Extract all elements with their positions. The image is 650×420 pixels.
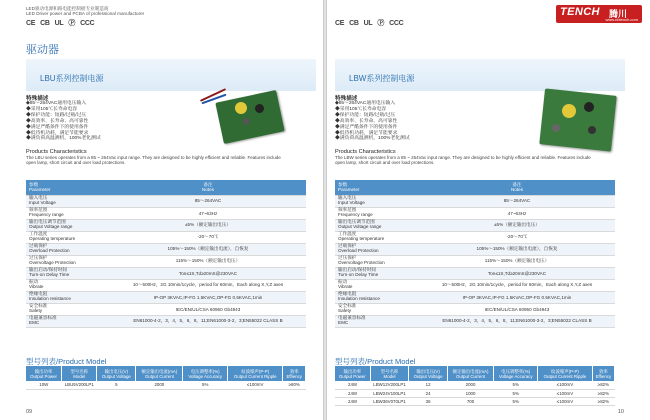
spec-row: 频率范围 Frequency range 47~63Hz xyxy=(335,207,615,219)
section-title: 驱动器 xyxy=(26,44,59,56)
spec-header-param: 参数 Parameter xyxy=(26,180,110,195)
product-header-row: 输出功率 Output Power 型号名称 Model 输出电压(V) Output Voltage 额定输出电流(mA) Output Current 电压调整率(%) Voltage Accuracy 纹波噪声(P-P) Output Current Ripple 效率 Effiency xyxy=(26,366,306,381)
product-row: 24W LBW36V070LP1 36 700 5% ≤100mV ≥82% xyxy=(335,397,615,405)
spec-header-notes: 备注 Notes xyxy=(419,180,615,195)
feature-item: ◆85～264VAC通用电压输入 xyxy=(335,101,396,106)
series-title: LBU系列控制电源 xyxy=(40,74,104,83)
features-heading: 特殊描述 xyxy=(335,96,358,102)
spec-row: 输入电压 Input Voltage 85～264VAC xyxy=(335,195,615,207)
product-header-row: 输出功率 Output Power 型号名称 Model 输出电压(V) Output Voltage 额定输出电流(mA) Output Current 电压调整率(%) Voltage Accuracy 纹波噪声(P-P) Output Current Ripple 效率 Effiency xyxy=(335,366,615,381)
brand-name: TENCH xyxy=(560,6,600,18)
spec-row: 过压保护 Overvoltage Protection 115%～150%（额定输出电压） xyxy=(335,255,615,267)
spec-row: 输出启动/保持时间 Turn-on Delay Time Ton≤1S,Td≥20mS@230VAC xyxy=(26,267,306,279)
cb-mark-icon: CB xyxy=(349,19,359,27)
spec-row: 电磁兼容标准 EMC EN61000-4-2，3，4，5，6，8，11;EN61000-3-2，3;EN55022 CLASS B xyxy=(335,315,615,327)
feature-item: ◆采用105℃长寿命电容 xyxy=(26,106,78,112)
spec-header-row xyxy=(335,180,615,195)
page-header xyxy=(26,6,144,17)
spec-row: 输出电压调节范围 Output Voltage range ±5%（额定输出电压） xyxy=(26,219,306,231)
page-number: 10 xyxy=(617,409,624,415)
feature-item: ◆低待机功耗，满足节能要求 xyxy=(335,130,398,136)
left-page xyxy=(0,0,323,420)
spec-row: 输出电压调节范围 Output Voltage range ±5%（额定输出电压） xyxy=(335,219,615,231)
s-mark-icon: Ⓟ xyxy=(68,20,76,27)
spec-row: 振动 Vibrate 10～500Hz，2G 10min/1cycle，period for 60min，Each along X,Y,Z axes xyxy=(26,279,306,291)
feature-item: ◆满负荷高温测机，100%老化测试 xyxy=(26,136,101,142)
spec-table xyxy=(26,180,306,328)
characteristics-text: The LBU series operates from a 85 ~ 264Vac input range. They are designed to be highly efficient and reliable. Features include open lamp, short circuit and over load protections. xyxy=(26,155,281,166)
ul-mark-icon: UL xyxy=(54,19,64,27)
spec-row: 工作温度 Operating temperature -20～70℃ xyxy=(335,231,615,243)
brand-website: www.nbtench.com xyxy=(605,17,638,22)
spec-row: 安全标准 Safety IEC/EN/UL/CSA 60950 Gb4943 xyxy=(335,303,615,315)
feature-item: ◆85～264VAC通用电压输入 xyxy=(26,101,87,106)
header-line-cn: LED驱动电源和路电能控制板专业制造商 xyxy=(26,6,109,11)
brand-name-cn: 腾川 xyxy=(609,9,628,19)
spec-row: 振动 Vibrate 10～500Hz，2G 10min/1cycle，period for 60min，Each along X,Y,Z axes xyxy=(335,279,615,291)
feature-item: ◆保护功能：短路/过载/过压 xyxy=(26,112,87,118)
ce-mark-icon: CE xyxy=(26,19,36,27)
feature-item: ◆满负荷高温测机，100%老化测试 xyxy=(335,136,410,142)
s-mark-icon: Ⓟ xyxy=(377,20,385,27)
spec-header-param: 参数 Parameter xyxy=(335,180,419,195)
product-photo xyxy=(532,86,622,154)
features-list xyxy=(26,101,101,142)
header-line-en: LED Driver power and PCBA of professional manufacturer xyxy=(26,11,145,17)
spec-row: 过载保护 Overload Protection 105%～150%（额定输出电流），自恢复 xyxy=(335,243,615,255)
product-table xyxy=(26,366,306,390)
spec-row: 输入电压 Input Voltage 85～264VAC xyxy=(26,195,306,207)
page-number: 09 xyxy=(26,409,33,415)
spec-row: 频率范围 Frequency range 47~63Hz xyxy=(26,207,306,219)
spec-row: 过载保护 Overload Protection 105%～150%（额定输出电流），自恢复 xyxy=(26,243,306,255)
ccc-mark-icon: CCC xyxy=(389,19,404,27)
product-list-title: 型号列表/Product Model xyxy=(335,357,416,366)
feature-item: ◆高效率、长寿命、高可靠性 xyxy=(26,118,89,124)
series-title: LBW系列控制电源 xyxy=(349,74,415,83)
product-table xyxy=(335,366,615,406)
spec-table xyxy=(335,180,615,328)
spec-row: 绝缘电阻 Insulation resistance IP-OP 3KVAC,IP-FG 1.5KVAC,OP-FG 0.5KVAC,1min xyxy=(26,291,306,303)
features-list xyxy=(335,101,410,142)
product-row: 24W LBW24V100LP1 24 1000 5% ≤100mV ≥82% xyxy=(335,389,615,397)
feature-item: ◆低待机功耗，满足节能要求 xyxy=(26,130,89,136)
right-page xyxy=(327,0,650,420)
spec-row: 工作温度 Operating temperature -20～70℃ xyxy=(26,231,306,243)
spec-row: 安全标准 Safety IEC/EN/UL/CSA 60950 Gb4943 xyxy=(26,303,306,315)
brand-logo xyxy=(556,5,642,23)
ul-mark-icon: UL xyxy=(363,19,373,27)
product-list-title: 型号列表/Product Model xyxy=(26,357,107,366)
product-row: 10W LBU5V200LP1 5 2000 5% ≤100mV ≥80% xyxy=(26,381,306,389)
feature-item: ◆满足严酷条件下的使用条件 xyxy=(335,124,398,130)
feature-item: ◆保护功能：短路/过载/过压 xyxy=(335,112,396,118)
spec-row: 电磁兼容标准 EMC EN61000-4-2，3，4，5，6，8，11;EN61000-3-2，3;EN55022 CLASS B xyxy=(26,315,306,327)
product-row: 24W LBW12V200LP1 12 2000 5% ≤100mV ≥82% xyxy=(335,381,615,389)
feature-item: ◆采用105℃长寿命电容 xyxy=(335,106,387,112)
characteristics-text: The LBW series operates from a 85 ~ 264Vac input range. They are designed to be highly efficient and reliable. Features include open lamp, short circuit and over load protections. xyxy=(335,155,591,166)
ccc-mark-icon: CCC xyxy=(80,19,95,27)
spec-header-row xyxy=(26,180,306,195)
characteristics-heading: Products Characteristics xyxy=(26,149,87,155)
cb-mark-icon: CB xyxy=(40,19,50,27)
features-heading: 特殊描述 xyxy=(26,96,49,102)
certification-marks xyxy=(335,18,403,28)
spec-header-notes: 备注 Notes xyxy=(110,180,306,195)
characteristics-heading: Products Characteristics xyxy=(335,149,396,155)
certification-marks xyxy=(26,18,94,28)
product-photo xyxy=(195,86,285,146)
ce-mark-icon: CE xyxy=(335,19,345,27)
spec-row: 过压保护 Overvoltage Protection 115%～150%（额定输出电压） xyxy=(26,255,306,267)
spec-row: 输出启动/保持时间 Turn-on Delay Time Ton≤1S,Td≥20mS@230VAC xyxy=(335,267,615,279)
feature-item: ◆满足严酷条件下的使用条件 xyxy=(26,124,89,130)
spec-row: 绝缘电阻 Insulation resistance IP-OP 3KVAC,IP-FG 1.5KVAC,OP-FG 0.5KVAC,1min xyxy=(335,291,615,303)
feature-item: ◆高效率、长寿命、高可靠性 xyxy=(335,118,398,124)
